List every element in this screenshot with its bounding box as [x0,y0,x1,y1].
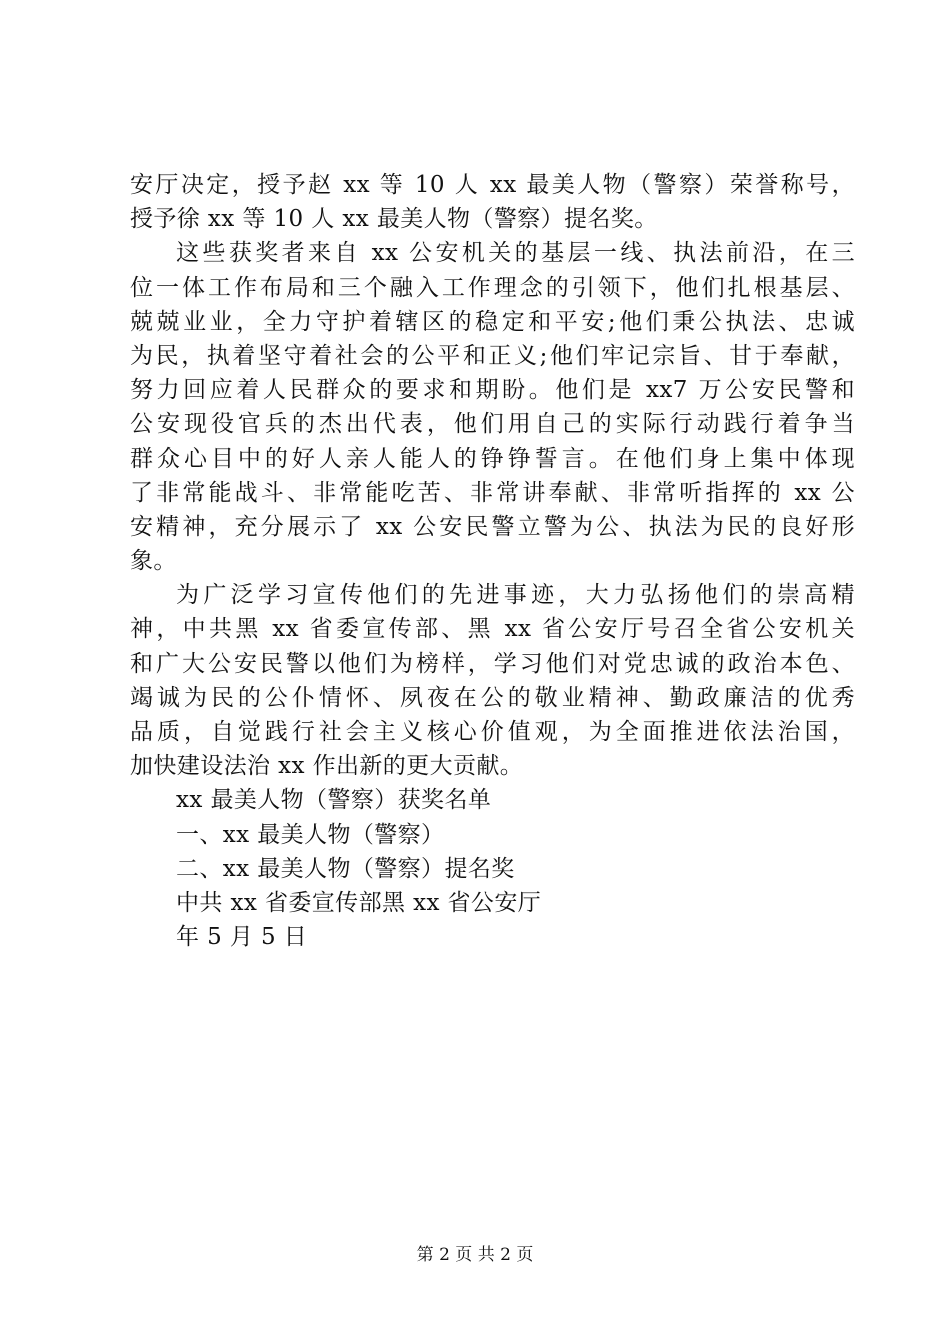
text-line: 安精神，充分展示了 xx 公安民警立警为公、执法为民的良好形 [130,513,855,540]
text-line: 公安现役官兵的杰出代表，他们用自己的实际行动践行着争当 [130,411,855,438]
list-item: 二、xx 最美人物（警察）提名奖 [176,855,515,882]
paragraph-first-line: 为广泛学习宣传他们的先进事迹，大力弘扬他们的崇高精 [176,582,855,609]
text-line: 了非常能战斗、非常能吃苦、非常讲奉献、非常听指挥的 xx 公 [130,479,855,506]
signature-organization: 中共 xx 省委宣传部黑 xx 省公安厅 [176,889,542,916]
page-number-footer: 第 2 页 共 2 页 [416,1245,534,1265]
paragraph-first-line: 这些获奖者来自 xx 公安机关的基层一线、执法前沿，在三 [176,240,855,267]
text-line: 神，中共黑 xx 省委宣传部、黑 xx 省公安厅号召全省公安机关 [130,616,855,643]
text-line: 兢兢业业，全力守护着辖区的稳定和平安;他们秉公执法、忠诚 [130,308,855,335]
text-line: 群众心目中的好人亲人能人的铮铮誓言。在他们身上集中体现 [130,445,855,472]
text-line: 位一体工作布局和三个融入工作理念的引领下，他们扎根基层、 [130,274,855,301]
text-line: 品质，自觉践行社会主义核心价值观，为全面推进依法治国， [130,719,855,745]
text-line: 和广大公安民警以他们为榜样，学习他们对党忠诚的政治本色、 [130,650,855,677]
text-line: 竭诚为民的公仆情怀、夙夜在公的敬业精神、勤政廉洁的优秀 [130,684,855,711]
list-item: 一、xx 最美人物（警察） [176,821,445,848]
text-line: 授予徐 xx 等 10 人 xx 最美人物（警察）提名奖。 [130,206,658,233]
document-body [130,168,855,954]
signature-date: 年 5 月 5 日 [176,924,308,951]
text-line: 为民，执着坚守着社会的公平和正义;他们牢记宗旨、甘于奉献， [130,342,855,369]
text-line: 努力回应着人民群众的要求和期盼。他们是 xx7 万公安民警和 [130,377,855,404]
text-line: 象。 [130,548,177,575]
list-title: xx 最美人物（警察）获奖名单 [176,787,492,814]
text-line: 安厅决定，授予赵 xx 等 10 人 xx 最美人物（警察）荣誉称号， [130,172,855,198]
text-line: 加快建设法治 xx 作出新的更大贡献。 [130,753,524,780]
